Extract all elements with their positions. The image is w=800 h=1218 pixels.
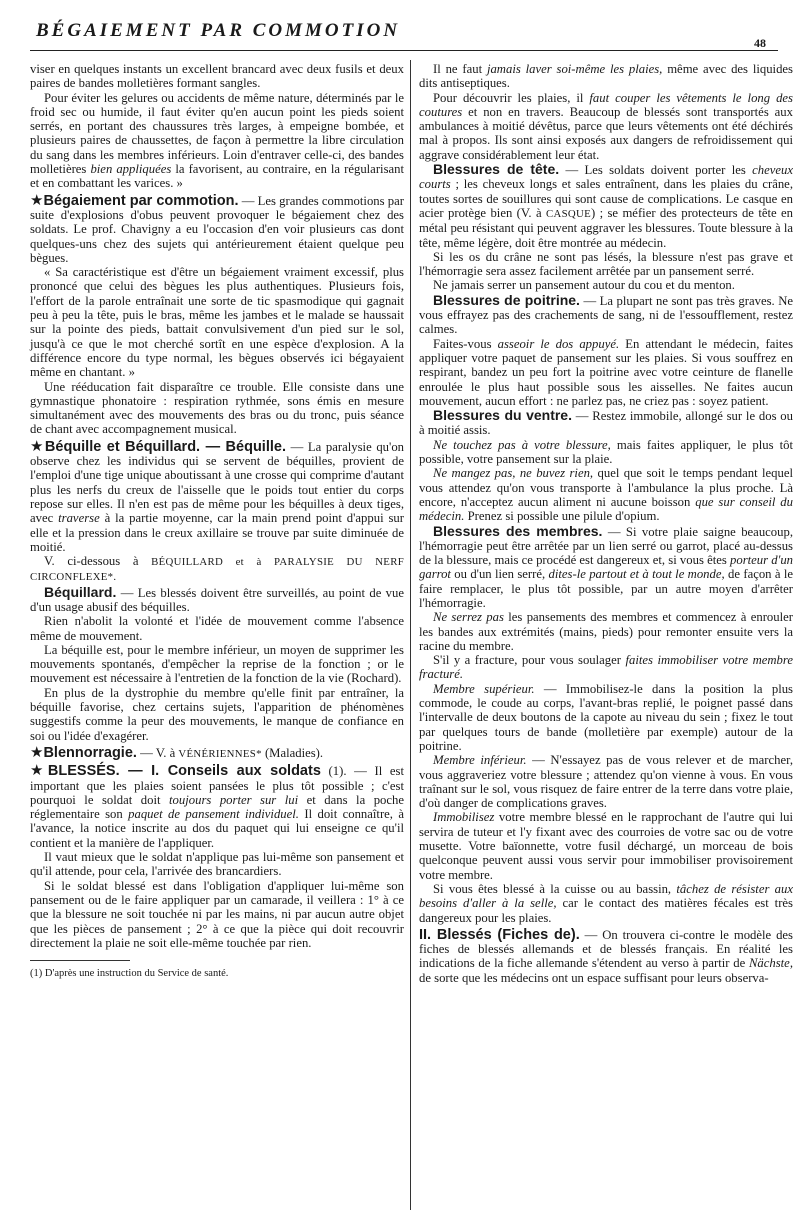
- paragraph: Ne mangez pas, ne buvez rien, quel que soit le temps pendant lequel vous attendez qu'on vous transporte à l'ambulance la plus proche. Là encore, n'acceptez aucun aliment ni aucune boisson que sur conseil du médecin. Prenez si possible une pilule d'opium.: [419, 466, 793, 524]
- entry-heading: Bégaiement par commotion.: [43, 192, 239, 209]
- paragraph: Si les os du crâne ne sont pas lésés, la blessure n'est pas grave et l'hémorragie sera assez facilement arrêtée par un pansement serré.: [419, 249, 793, 279]
- paragraph: Si le soldat blessé est dans l'obligation d'appliquer lui-même son pansement ou de le faire appliquer par un camarade, il veillera : 1° à ce que la blessure ne soit touchée ni par les mains, ni par aucun autre objet que les pièces de pansement ; 2° à ce que la pièce qui doit recouvrir directement la plaie ne soit elle-même touchée par rien.: [30, 878, 404, 950]
- subentry-ventre: Blessures du ventre. — Restez immobile, allongé sur le dos ou à moitié assis.: [419, 407, 793, 438]
- entry-blesses: ★BLESSÉS. — I. Conseils aux soldats (1). — Il est important que les plaies soient pansées le plus tôt possible ; c'est pourquoi le soldat doit toujours porter sur lui et dans la poche réglementaire son paquet de pansement individuel. Il doit connaître, à l'avance, la notice inscrite au dos du paquet qui lui enseigne ce qu'il contient et la manière de l'appliquer.: [30, 763, 404, 850]
- entry-bequille: ★Béquille et Béquillard. — Béquille. — La paralysie qu'on observe chez les individus qui se servent de béquilles, provient de l'emploi d'une tige unique aboutissant à une crosse qui comprime d'autant plus les nerfs du creux de l'aisselle que le poids tout entier du corps repose sur elles. Il n'en est pas de même pour les béquilles à deux tiges, avec traverse à la partie moyenne, car la main prend point d'appui sur elle et la pression dans le creux axillaire se trouve par suite diminuée de moitié.: [30, 438, 405, 554]
- subentry-heading: Blessures du ventre.: [433, 407, 572, 424]
- entry-fiches: II. Blessés (Fiches de). — On trouvera ci-contre le modèle des fiches de blessés allemands et de blessés français. En réalité les indications de la fiche allemande s'étendent au verso à partir de Nächste, de sorte que les médecins ont un espace suffisant pour leurs observa-: [419, 926, 793, 985]
- star-icon: ★: [30, 192, 44, 209]
- right-column: [419, 62, 793, 985]
- entry-heading: BLESSÉS. — I. Conseils aux soldats: [47, 763, 321, 780]
- paragraph: En plus de la dystrophie du membre qu'elle finit par entraîner, la béquille favorise, chez certains sujets, l'apparition de phénomènes suggestifs comme la peur des mouvements, le manque de confiance en soi ou l'idée d'exagérer.: [30, 685, 404, 743]
- paragraph: Ne jamais serrer un pansement autour du cou et du menton.: [433, 278, 735, 293]
- paragraph: Il vaut mieux que le soldat n'applique pas lui-même son pansement et qu'il attende, pour cela, l'arrivée des brancardiers.: [30, 850, 404, 879]
- star-icon: ★: [30, 438, 45, 455]
- paragraph: Une rééducation fait disparaître ce trouble. Elle consiste dans une gymnastique phonatoire : respiration rythmée, sons émis en mesure simultanément avec des mouvements des bras ou du tronc, puis séance de chant avec accompagnement musical.: [30, 379, 404, 437]
- paragraph: Immobilisez votre membre blessé en le rapprochant de l'autre qui lui servira de tuteur et l'y fixant avec des courroies de votre sac ou de votre musette. Votre baïonnette, votre fusil déchargé, un morceau de bois quelconque peuvent aussi vous servir pour immobiliser provisoirement votre membre.: [419, 810, 793, 882]
- footnote-rule: [30, 960, 130, 961]
- paragraph: Membre inférieur. — N'essayez pas de vous relever et de marcher, vous aggraveriez votre blessure ; attendez qu'on vienne à vous. En vous traînant sur le sol, vous risquez de faire entrer de la terre dans votre plaie, d'où danger de complications graves.: [419, 753, 793, 811]
- paragraph: Pour découvrir les plaies, il faut couper les vêtements le long des coutures et non en travers. Beaucoup de blessés sont transportés aux ambulances à moitié dévêtus, parce que leurs vêtements ont été déchirés mal à propos. Ils sont ainsi exposés aux dangers de refroidissement qui aggrave considérablement leur état.: [419, 90, 793, 162]
- column-divider: [410, 60, 411, 1210]
- subentry-heading: Blessures des membres.: [433, 522, 603, 539]
- left-column: [30, 62, 404, 981]
- paragraph: Ne serrez pas les pansements des membres et commencez à enrouler les bandes aux extrémités (mains, pieds) pour remonter ensuite vers la racine du membre.: [419, 610, 793, 653]
- subentry-bequillard: Béquillard. — Les blessés doivent être surveillés, au point de vue d'un usage abusif des béquilles.: [30, 583, 404, 614]
- entry-heading: II. Blessés (Fiches de).: [419, 926, 580, 943]
- subentry-heading: Béquillard.: [44, 583, 117, 600]
- subentry-tete: Blessures de tête. — Les soldats doivent porter les cheveux courts ; les cheveux longs et sales entraînent, dans les plaies du crâne, toutes sortes de souillures qui sont cause de complications. Le casque en acier protège bien (V. à CASQUE) ; se méfier des protecteurs de tête en métal peu résistant qui peuvent aggraver les blessures. Toute blessure à la tête, même légère, doit être montrée au médecin.: [419, 161, 793, 250]
- paragraph: Rien n'abolit la volonté et l'idée de mouvement comme l'absence même de mouvement.: [30, 614, 404, 643]
- paragraph: Ne touchez pas à votre blessure, mais faites appliquer, le plus tôt possible, votre pansement sur la plaie.: [419, 437, 794, 467]
- running-head: BÉGAIEMENT PAR COMMOTION: [36, 20, 401, 41]
- paragraph: La béquille est, pour le membre inférieur, un moyen de supprimer les mouvements spontanés, d'empêcher la reprise de la fonction ; or le mouvement est nécessaire à l'entretien de la fonction de la vie (Rochard).: [30, 642, 404, 686]
- star-icon: ★: [30, 763, 48, 780]
- cross-reference: V. ci-dessous à BÉQUILLARD et à PARALYSIE DU NERF CIRCONFLEXE*.: [30, 554, 404, 584]
- entry-blennorragie: ★Blennorragie. — V. à VÉNÉRIENNES* (Maladies).: [30, 744, 324, 761]
- subentry-poitrine: Blessures de poitrine. — La plupart ne sont pas très graves. Ne vous effrayez pas des crachements de sang, ni de l'essoufflement, restez calmes.: [419, 291, 793, 337]
- footnote: (1) D'après une instruction du Service de santé.: [30, 968, 229, 980]
- footnote-ref: (1).: [320, 764, 347, 779]
- paragraph: Si vous êtes blessé à la cuisse ou au bassin, tâchez de résister aux besoins d'aller à la selle, car le contact des matières fécales est très dangereux pour les plaies.: [419, 881, 793, 925]
- subentry-heading: Blessures de poitrine.: [433, 291, 580, 308]
- subentry-heading: Blessures de tête.: [433, 161, 560, 178]
- star-icon: ★: [30, 744, 44, 761]
- paragraph: Faites-vous asseoir le dos appuyé. En attendant le médecin, faites appliquer votre paquet de pansement sur les plaies. Si vous souffrez en respirant, bandez un peu fort la poitrine avec votre ceinture de flanelle enroulée le plus haut possible sous les aisselles. Ne faites aucun mouvement, aucun effort : ne parlez pas, ne criez pas : soyez patient.: [419, 336, 794, 408]
- paragraph: Membre supérieur. — Immobilisez-le dans la position la plus commode, le coude au corps, l'avant-bras replié, le poignet passé dans l'intervalle de deux boutons de la capote au niveau du sein ; fixez le tout par quelques tours de bande (molletière par exemple) autour de la poitrine.: [419, 681, 793, 753]
- entry-begaiement: ★Bégaiement par commotion. — Les grandes commotions par suite d'explosions d'obus peuvent provoquer le bégaiement chez des soldats. Le prof. Chavigny a eu l'occasion d'en voir plusieurs cas dont quelques-uns chez des sujets qui antérieurement étaient quelque peu bègues.: [30, 192, 404, 265]
- entry-heading: Blennorragie.: [43, 744, 137, 761]
- header-rule: [30, 50, 778, 51]
- continued-paragraph: viser en quelques instants un excellent brancard avec deux fusils et deux paires de bandes molletières formant sangles.: [30, 62, 404, 91]
- subentry-membres: Blessures des membres. — Si votre plaie saigne beaucoup, l'hémorragie peut être arrêtée par un lien serré ou garrot, placé au-dessus de la blessure, mais ce procédé est dangereux et, si vous êtes porteur d'un garrot ou d'un lien serré, dites-le partout et à tout le monde, de façon à le faire remplacer, le plus tôt possible, par un autre moyen d'arrêter l'hémorragie.: [419, 522, 794, 610]
- paragraph: S'il y a fracture, pour vous soulager faites immobiliser votre membre fracturé.: [419, 653, 793, 682]
- paragraph: Pour éviter les gelures ou accidents de même nature, déterminés par le froid sec ou humide, il faut éviter qu'en aucun point les pieds soient serrés, en portant des chaussures très larges, à empeigne bombée, et plusieurs paires de chaussettes, de façon à permettre la libre circulation du sang dans les membres inférieurs. Loin d'entraver celle-ci, des bandes molletières bien appliquées la favorisent, au contraire, en la régularisant et en combattant les varices. »: [30, 90, 405, 191]
- paragraph: Il ne faut jamais laver soi-même les plaies, même avec des liquides dits antiseptiques.: [419, 62, 793, 91]
- quote-paragraph: « Sa caractéristique est d'être un bégaiement vraiment excessif, plus prononcé que celui des bègues les plus authentiques. Plusieurs fois, l'effort de la parole entraînait une sorte de tic spasmodique qui gagnait peu à peu la tête, puis le bras, même les jambes et le malade se haussait sur la pointe des pieds, battait convulsivement d'un pied sur le sol, jusqu'à ce que le mot cherché sortît en une espèce d'explosion. A la différence encore du type normal, les bègues observés ici bégayaient même en chantant. »: [30, 265, 404, 380]
- entry-heading: Béquille et Béquillard. — Béquille.: [44, 438, 286, 455]
- page-number: 48: [754, 36, 766, 50]
